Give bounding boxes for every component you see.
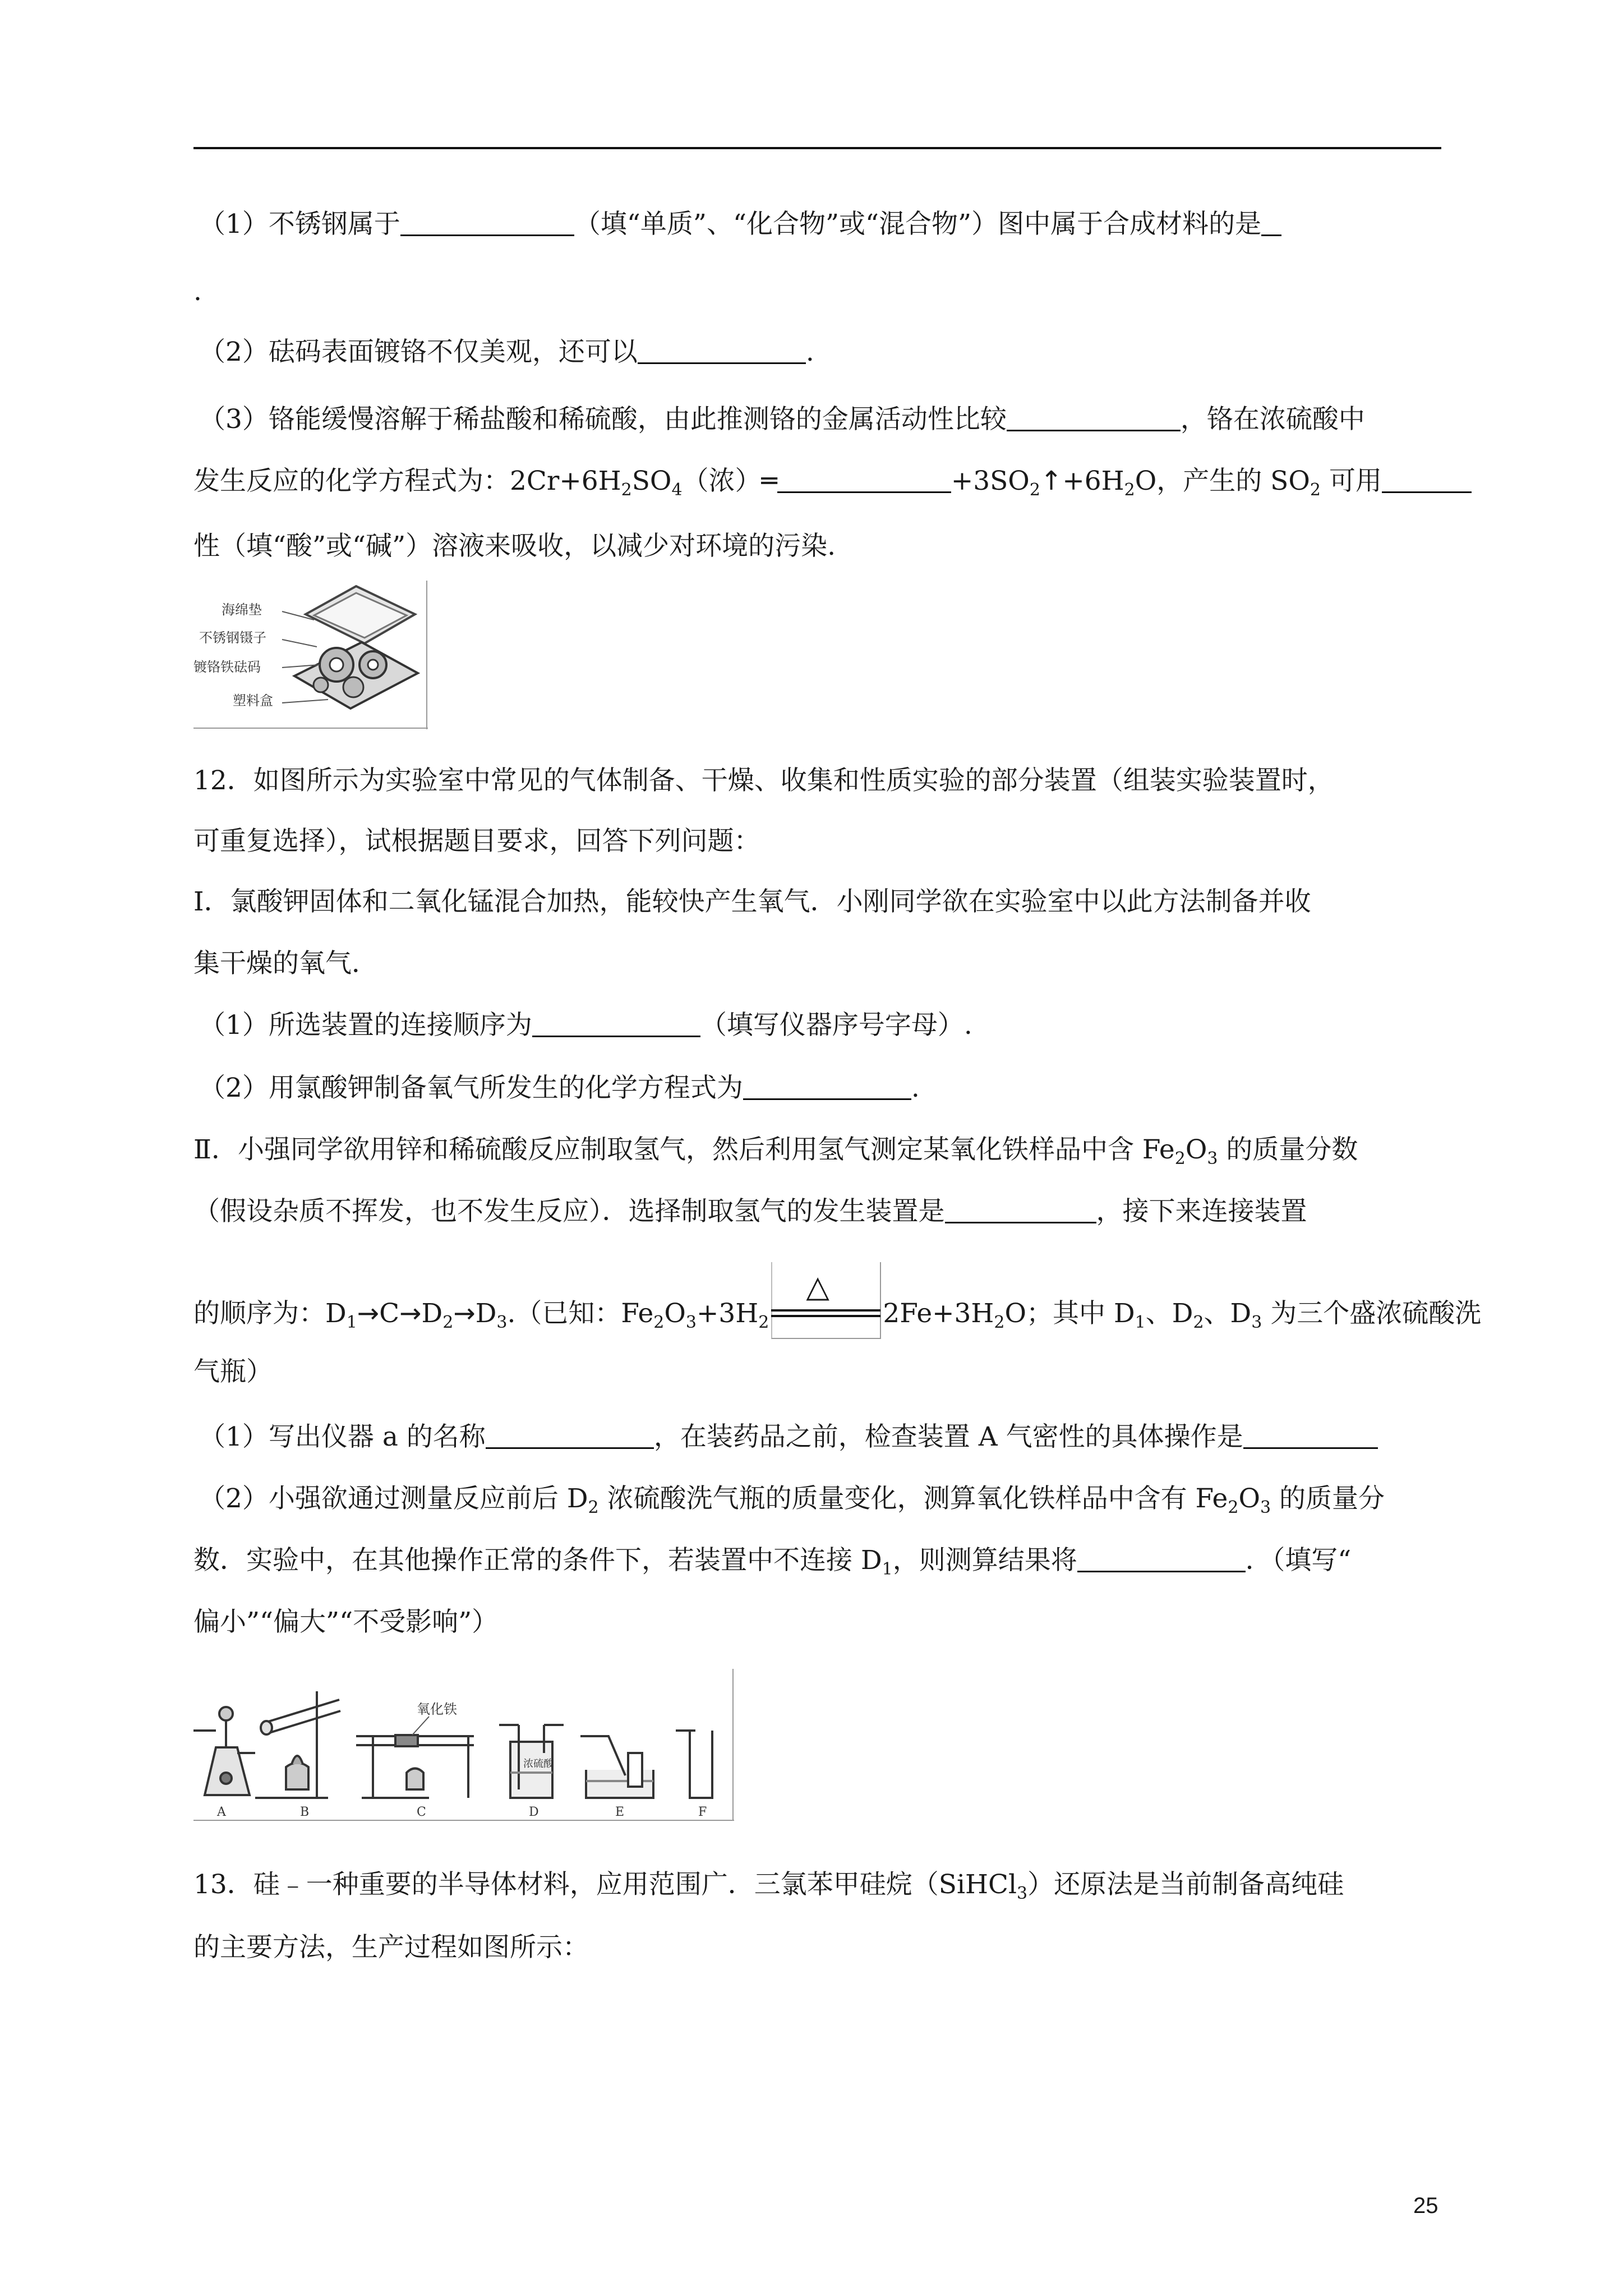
q11-part1-end: . [193, 276, 202, 307]
heating-condition-mark: △ [771, 1274, 880, 1339]
q12-part2-line3: 的顺序为：$D_1\to C\to D_2\to D_3$.（已知：$Fe_2O_3+3H_2$ △ $2Fe+3H_2O$；其中 $D_1$、$D_2$、$D_3$ 为三个盛浓硫酸洗 [193, 1274, 1441, 1339]
label-chrome-weights: 镀铬铁砝码 [193, 659, 261, 675]
header-rule [193, 147, 1441, 149]
answer-blank[interactable] [1243, 1423, 1378, 1449]
answer-blank[interactable] [1077, 1546, 1246, 1572]
label-sponge-pad: 海绵垫 [222, 602, 262, 618]
label-iron-oxide: 氧化铁 [417, 1701, 457, 1717]
answer-blank[interactable] [400, 210, 574, 236]
q12-part2-q2-line1: （2）小强欲通过测量反应前后 $D_2$ 浓硫酸洗气瓶的质量变化，测算氧化铁样品中含有 $Fe_2O_3$ 的质量分 [199, 1483, 1385, 1517]
q12-part2-line4: 气瓶） [193, 1356, 273, 1387]
q12-part1-q1: （1）所选装置的连接顺序为 （填写仪器序号字母）. [199, 1010, 972, 1041]
q12-part1-line1: Ⅰ．氯酸钾固体和二氧化锰混合加热，能较快产生氧气．小刚同学欲在实验室中以此方法制备并收 [193, 886, 1311, 917]
answer-blank[interactable] [532, 1011, 700, 1037]
q11-part2-line: （2）砝码表面镀铬不仅美观，还可以 . [199, 337, 814, 367]
answer-blank[interactable] [1007, 405, 1181, 431]
label-D: D [529, 1805, 539, 1819]
apparatus-figure [193, 1669, 735, 1837]
q13-stem-line2: 的主要方法，生产过程如图所示： [193, 1932, 589, 1963]
label-plastic-box: 塑料盒 [233, 693, 273, 708]
weights-box-figure [193, 581, 429, 729]
answer-blank[interactable] [1382, 467, 1472, 493]
q11-part1-line: （1）不锈钢属于 （填“单质”、“化合物”或“混合物”）图中属于合成材料的是 [199, 208, 1447, 241]
q12-part2-q1: （1）写出仪器 a 的名称 ，在装药品之前，检查装置 A 气密性的具体操作是 [199, 1420, 1447, 1454]
q12-part2-q2-line3: 偏小”“偏大”“不受影响”） [193, 1607, 499, 1637]
q12-part2-line1: Ⅱ．小强同学欲用锌和稀硫酸反应制取氢气，然后利用氢气测定某氧化铁样品中含 $Fe_2O_3$ 的质量分数 [193, 1134, 1358, 1168]
q12-part1-q2: （2）用氯酸钾制备氧气所发生的化学方程式为 . [199, 1073, 920, 1103]
answer-blank[interactable] [638, 338, 806, 364]
label-F: F [698, 1805, 707, 1819]
label-C: C [417, 1805, 426, 1819]
answer-blank[interactable] [743, 1074, 911, 1100]
answer-blank[interactable] [1261, 210, 1281, 236]
q12-part2-q2-line2: 数．实验中，在其他操作正常的条件下，若装置中不连接 $D_1$，则测算结果将 ．（填写“ [193, 1545, 1352, 1579]
label-B: B [300, 1805, 310, 1819]
answer-blank[interactable] [777, 467, 951, 493]
q13-stem-line1: 13．硅﹣一种重要的半导体材料，应用范围广．三氯苯甲硅烷（SiHCl$_3$）还原法是当前制备高纯硅 [193, 1869, 1344, 1903]
q12-stem-line2: 可重复选择），试根据题目要求，回答下列问题： [193, 826, 760, 857]
q11-part3-line: （3）铬能缓慢溶解于稀盐酸和稀硫酸，由此推测铬的金属活动性比较 ，铬在浓硫酸中 [199, 404, 1365, 435]
q12-stem-line1: 12．如图所示为实验室中常见的气体制备、干燥、收集和性质实验的部分装置（组装实验装置时， [193, 765, 1334, 796]
q12-part2-line2: （假设杂质不挥发，也不发生反应）．选择制取氢气的发生装置是 ，接下来连接装置 [193, 1196, 1307, 1227]
label-E: E [615, 1805, 625, 1819]
label-conc-sulfuric: 浓硫酸 [523, 1758, 554, 1770]
page-number: 25 [1413, 2193, 1438, 2218]
label-A: A [217, 1805, 226, 1819]
label-tweezers: 不锈钢镊子 [199, 630, 266, 646]
answer-blank[interactable] [486, 1423, 654, 1449]
q12-part1-line2: 集干燥的氧气． [193, 948, 378, 979]
q11-equation-line: 发生反应的化学方程式为：$2Cr+6H_2SO_4$（浓）═ $+3SO_2↑+6H_2O$，产生的 $SO_2$ 可用 [193, 464, 1441, 498]
q11-part3-end: 性（填“酸”或“碱”）溶液来吸收，以减少对环境的污染. [193, 531, 836, 562]
answer-blank[interactable] [945, 1197, 1096, 1223]
